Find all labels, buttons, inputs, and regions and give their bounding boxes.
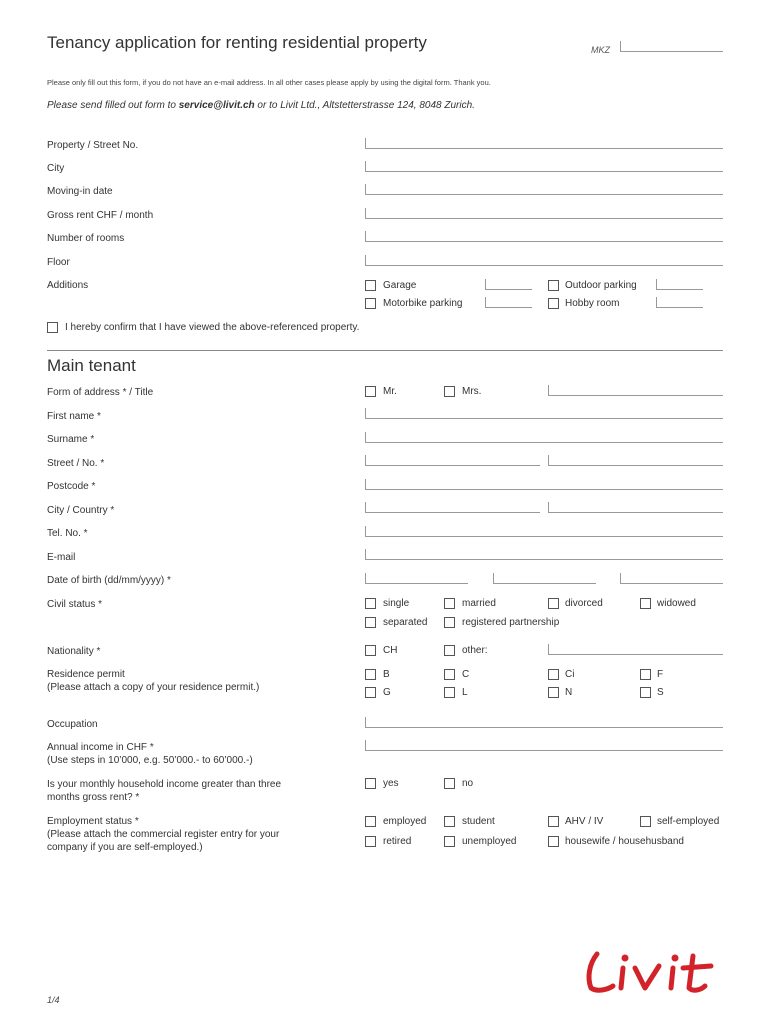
permit-ci-label: Ci <box>565 669 575 680</box>
residence-permit-note: (Please attach a copy of your residence permit.) <box>47 682 260 693</box>
residence-permit-label: Residence permit <box>47 669 125 680</box>
household-income-label: Is your monthly household income greater than three <box>47 779 282 790</box>
widowed-label: widowed <box>657 598 696 609</box>
outdoor-parking-checkbox[interactable] <box>548 280 559 291</box>
country-field[interactable] <box>548 502 723 513</box>
ahv-iv-label: AHV / IV <box>565 816 604 827</box>
garage-label: Garage <box>383 280 417 291</box>
mrs-label: Mrs. <box>462 386 482 397</box>
hobby-room-label: Hobby room <box>565 298 620 309</box>
postcode-label: Postcode * <box>47 481 96 492</box>
property-street-field[interactable] <box>365 138 723 149</box>
mr-label: Mr. <box>383 386 397 397</box>
title-field[interactable] <box>548 385 723 396</box>
no-checkbox[interactable] <box>444 778 455 789</box>
motorbike-checkbox[interactable] <box>365 298 376 309</box>
partnership-label: registered partnership <box>462 617 560 628</box>
self-employed-checkbox[interactable] <box>640 816 651 827</box>
first-name-label: First name * <box>47 411 101 422</box>
rooms-label: Number of rooms <box>47 233 125 244</box>
ch-label: CH <box>383 645 398 656</box>
ch-checkbox[interactable] <box>365 645 376 656</box>
floor-field[interactable] <box>365 255 723 266</box>
moving-in-label: Moving-in date <box>47 186 113 197</box>
rooms-field[interactable] <box>365 231 723 242</box>
section-divider <box>47 350 723 351</box>
first-name-field[interactable] <box>365 408 723 419</box>
ahv-iv-checkbox[interactable] <box>548 816 559 827</box>
outdoor-parking-label: Outdoor parking <box>565 280 637 291</box>
motorbike-label: Motorbike parking <box>383 298 463 309</box>
outdoor-parking-count-field[interactable] <box>656 279 703 290</box>
married-checkbox[interactable] <box>444 598 455 609</box>
mkz-field[interactable] <box>620 41 723 52</box>
occupation-label: Occupation <box>47 719 98 730</box>
hobby-room-checkbox[interactable] <box>548 298 559 309</box>
employment-note-1: (Please attach the commercial register entry for your <box>47 829 280 840</box>
intro-note: Please only fill out this form, if you do not have an e-mail address. In all other cases please apply by using the digital form. Thank you. <box>47 78 491 87</box>
married-label: married <box>462 598 496 609</box>
mrs-checkbox[interactable] <box>444 386 455 397</box>
permit-g-checkbox[interactable] <box>365 687 376 698</box>
permit-b-label: B <box>383 669 390 680</box>
household-income-label-2: months gross rent? * <box>47 792 140 803</box>
floor-label: Floor <box>47 257 70 268</box>
nationality-label: Nationality * <box>47 646 101 657</box>
permit-g-label: G <box>383 687 391 698</box>
other-nationality-checkbox[interactable] <box>444 645 455 656</box>
widowed-checkbox[interactable] <box>640 598 651 609</box>
permit-c-checkbox[interactable] <box>444 669 455 680</box>
street-label: Street / No. * <box>47 458 105 469</box>
form-title: Tenancy application for renting residential property <box>47 33 427 52</box>
permit-s-label: S <box>657 687 664 698</box>
permit-s-checkbox[interactable] <box>640 687 651 698</box>
student-checkbox[interactable] <box>444 816 455 827</box>
yes-checkbox[interactable] <box>365 778 376 789</box>
address-title-label: Form of address * / Title <box>47 387 154 398</box>
retired-label: retired <box>383 836 412 847</box>
separated-checkbox[interactable] <box>365 617 376 628</box>
property-street-label: Property / Street No. <box>47 140 139 151</box>
unemployed-checkbox[interactable] <box>444 836 455 847</box>
permit-f-checkbox[interactable] <box>640 669 651 680</box>
student-label: student <box>462 816 495 827</box>
employed-label: employed <box>383 816 427 827</box>
livit-logo <box>583 948 725 998</box>
send-instructions: Please send filled out form to service@livit.ch or to Livit Ltd., Altstetterstrasse 124, 8048 Zurich. <box>47 100 475 111</box>
gross-rent-label: Gross rent CHF / month <box>47 210 154 221</box>
dob-month-field[interactable] <box>493 573 596 584</box>
other-nationality-field[interactable] <box>548 644 723 655</box>
page-number: 1/4 <box>47 995 60 1005</box>
single-label: single <box>383 598 410 609</box>
mkz-label: MKZ <box>591 45 610 55</box>
motorbike-count-field[interactable] <box>485 297 532 308</box>
employed-checkbox[interactable] <box>365 816 376 827</box>
partnership-checkbox[interactable] <box>444 617 455 628</box>
email-field[interactable] <box>365 549 723 560</box>
permit-f-label: F <box>657 669 664 680</box>
other-nationality-label: other: <box>462 645 488 656</box>
employment-note-2: company if you are self-employed.) <box>47 842 203 853</box>
single-checkbox[interactable] <box>365 598 376 609</box>
income-field[interactable] <box>365 740 723 751</box>
permit-ci-checkbox[interactable] <box>548 669 559 680</box>
yes-label: yes <box>383 778 399 789</box>
housewife-label: housewife / househusband <box>565 836 684 847</box>
email-label: E-mail <box>47 552 76 563</box>
permit-c-label: C <box>462 669 470 680</box>
income-note: (Use steps in 10’000, e.g. 50’000.- to 60’000.-) <box>47 755 253 766</box>
surname-label: Surname * <box>47 434 95 445</box>
divorced-checkbox[interactable] <box>548 598 559 609</box>
postcode-field[interactable] <box>365 479 723 490</box>
permit-l-checkbox[interactable] <box>444 687 455 698</box>
tel-field[interactable] <box>365 526 723 537</box>
retired-checkbox[interactable] <box>365 836 376 847</box>
occupation-field[interactable] <box>365 717 723 728</box>
income-label: Annual income in CHF * <box>47 742 154 753</box>
send-email: service@livit.ch <box>178 100 255 111</box>
main-tenant-heading: Main tenant <box>47 356 136 375</box>
hobby-room-count-field[interactable] <box>656 297 703 308</box>
civil-status-label: Civil status * <box>47 599 103 610</box>
permit-b-checkbox[interactable] <box>365 669 376 680</box>
housewife-checkbox[interactable] <box>548 836 559 847</box>
surname-field[interactable] <box>365 432 723 443</box>
permit-l-label: L <box>462 687 468 698</box>
gross-rent-field[interactable] <box>365 208 723 219</box>
employment-status-label: Employment status * <box>47 816 139 827</box>
no-label: no <box>462 778 474 789</box>
city-label: City <box>47 163 65 174</box>
street-field[interactable] <box>365 455 540 466</box>
separated-label: separated <box>383 617 428 628</box>
mr-checkbox[interactable] <box>365 386 376 397</box>
self-employed-label: self-employed <box>657 816 720 827</box>
tel-label: Tel. No. * <box>47 528 88 539</box>
dob-day-field[interactable] <box>365 573 468 584</box>
garage-count-field[interactable] <box>485 279 532 290</box>
permit-n-label: N <box>565 687 573 698</box>
tenant-city-field[interactable] <box>365 502 540 513</box>
city-field[interactable] <box>365 161 723 172</box>
confirm-viewed-label: I hereby confirm that I have viewed the above-referenced property. <box>65 322 360 333</box>
moving-in-field[interactable] <box>365 184 723 195</box>
additions-label: Additions <box>47 280 89 291</box>
house-number-field[interactable] <box>548 455 723 466</box>
city-country-label: City / Country * <box>47 505 115 516</box>
garage-checkbox[interactable] <box>365 280 376 291</box>
dob-year-field[interactable] <box>620 573 723 584</box>
unemployed-label: unemployed <box>462 836 517 847</box>
divorced-label: divorced <box>565 598 603 609</box>
permit-n-checkbox[interactable] <box>548 687 559 698</box>
dob-label: Date of birth (dd/mm/yyyy) * <box>47 575 171 586</box>
confirm-viewed-checkbox[interactable] <box>47 322 58 333</box>
